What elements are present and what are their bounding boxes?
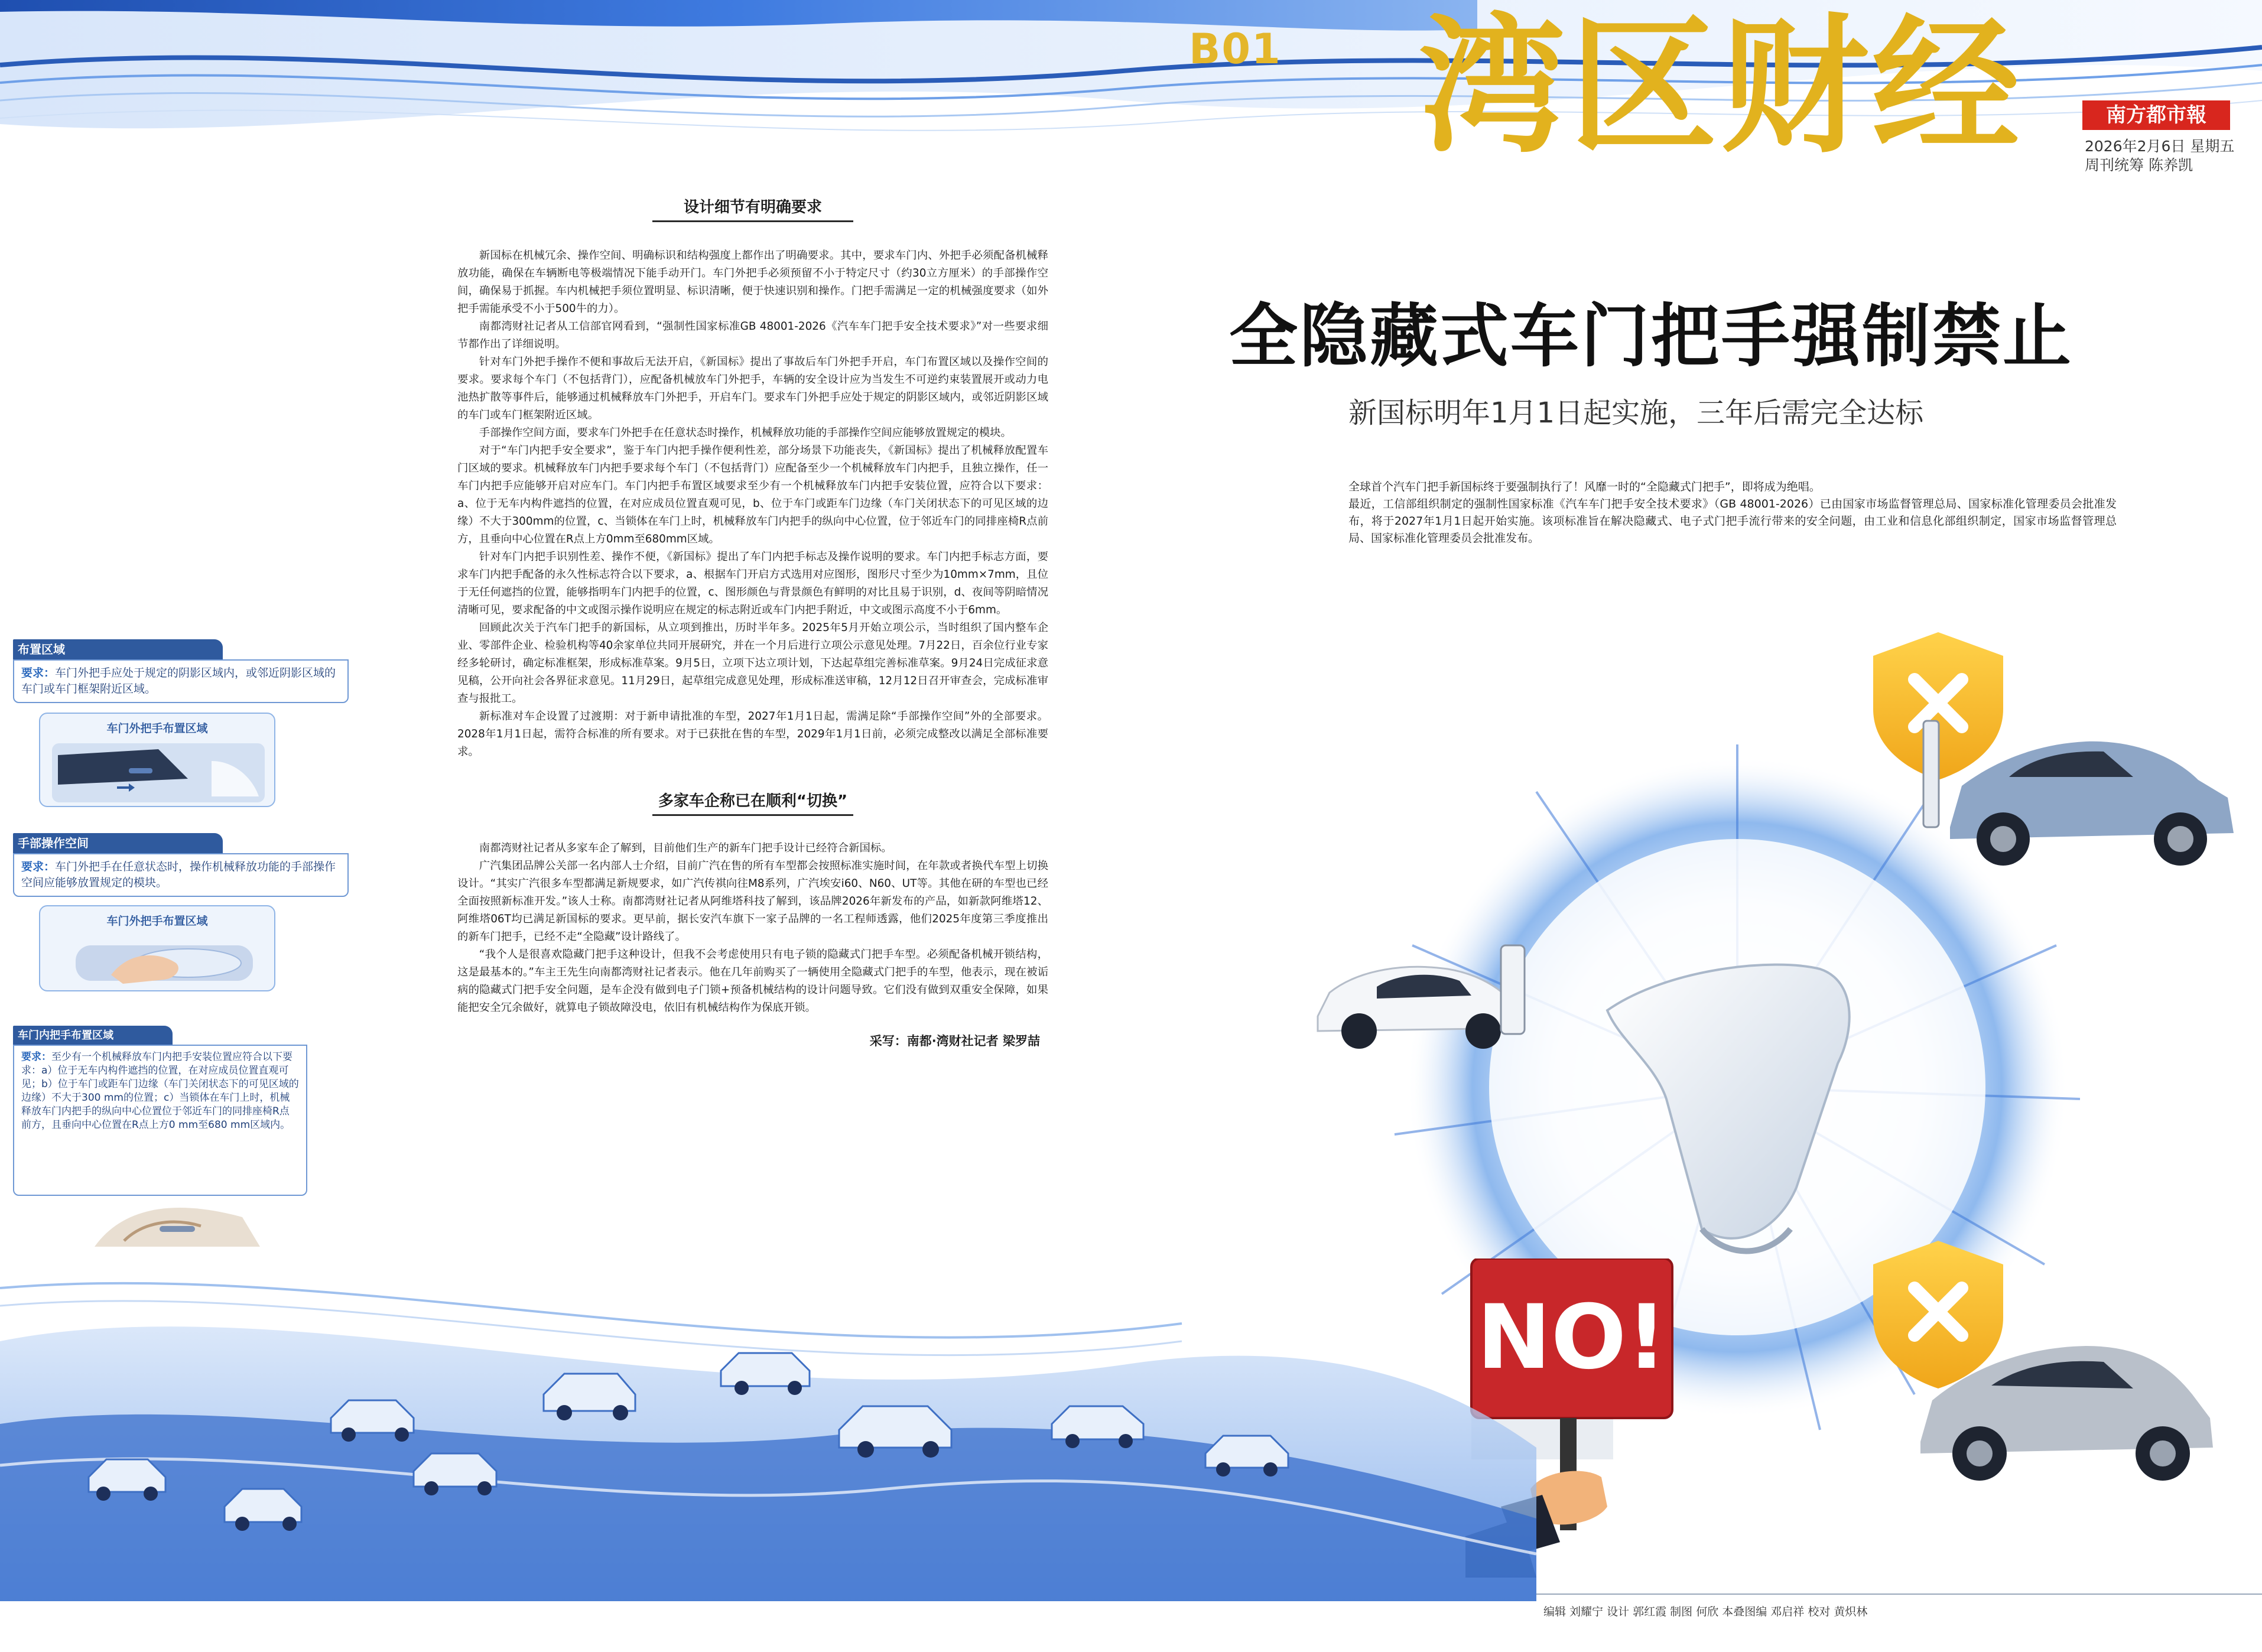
panel2-label: 车门外把手布置区域 <box>106 915 208 928</box>
sidebar-box2-title: 手部操作空间 <box>13 833 223 853</box>
sidebar-box2-label: 要求： <box>21 860 56 873</box>
page-headline: 全隐藏式车门把手强制禁止 <box>1229 297 2073 376</box>
footer-wave-banner <box>0 1270 2262 1652</box>
lead-paragraph: 最近，工信部组织制定的强制性国家标准《汽车车门把手安全技术要求》（GB 48001-2026）已由国家市场监督管理总局、国家标准化管理委员会批准发布，将于2027年1月1日起开始实施。该项标准旨在解决隐藏式、电子式门把手流行带来的安全问题，由工业和信息化部组织制定，国家市场监督管理总局、国家标准化管理委员会批准发布。 <box>1348 497 2117 545</box>
charging-post-2 <box>1501 945 1525 1034</box>
lead-text <box>1348 479 2117 547</box>
article-paragraph: 对于“车门内把手安全要求”，鉴于车门内把手操作便利性差，部分场景下功能丧失，《新国标》提出了机械释放配置车门区域的要求。机械释放车门内把手要求每个车门（不包括背门）应配备至少一个机械释放车门内把手，且独立操作，任一车门内把手应能够开启对应车门。车门内把手布置区域要求至少有一个机械释放车门内把手安装位置，应符合以下要求：a、位于无车内构件遮挡的位置，在对应成员位置直观可见，b、位于车门或距车门边缘（车门关闭状态下的可见区域的边缘）不大于300mm的位置，c、当锁体在车门上时，机械释放车门内把手的纵向中心位置，位于邻近车门的同排座椅R点前方，且垂向中心位置在R点上方0mm至680mm区域。 <box>457 444 1048 545</box>
no-sign-text: NO! <box>1477 1286 1667 1389</box>
hand-grip-illustration <box>40 928 275 991</box>
inner-handle-illustration <box>89 1194 266 1253</box>
article-paragraph: 广汽集团品牌公关部一名内部人士介绍，目前广汽在售的所有车型都会按照标准实施时间，在年款或者换代车型上切换设计。“其实广汽很多车型都满足新规要求，如广汽传祺向往M8系列，广汽埃安i60、N60、UT等。其他在研的车型也已经全面按照新标准开发。”该人士称。南都湾财社记者从阿维塔科技了解到，该品牌2026年新发布的产品，如新款阿维塔12、阿维塔06T均已满足新国标的要求。更早前，据长安汽车旗下一家子品牌的一名工程师透露，他们2025年度第三季度推出的新车门把手，已经不走“全隐藏”设计路线了。 <box>457 860 1048 943</box>
article-paragraph: 新国标在机械冗余、操作空间、明确标识和结构强度上都作出了明确要求。其中，要求车门内、外把手必须配备机械释放功能，确保在车辆断电等极端情况下能手动开门。车门外把手必须预留不小于特定尺寸（约30立方厘米）的手部操作空间，确保易于抓握。车内机械把手须位置明显、标识清晰，便于快速识别和操作。门把手需满足一定的机械强度要求（如外把手需能承受不小于500牛的力）。 <box>457 249 1048 315</box>
sidebar-box3-text <box>13 1045 307 1196</box>
article-paragraph: “我个人是很喜欢隐藏门把手这种设计，但我不会考虑使用只有电子锁的隐藏式门把手车型。必须配备机械开锁结构，这是最基本的。”车主王先生向南都湾财社记者表示。他在几年前购买了一辆使用全隐藏式门把手的车型，他表示，现在被诟病的隐藏式门把手安全问题，是车企没有做到电子门锁+预备机械结构的设计问题导致。它们没有做到双重安全保障，如果能把安全冗余做好，就算电子锁故障没电，依旧有机械结构作为保底开锁。 <box>457 948 1048 1014</box>
car-door-illustration <box>40 737 275 807</box>
issue-date: 2026年2月6日 星期五 <box>2085 138 2235 155</box>
page-subheadline: 新国标明年1月1日起实施，三年后需完全达标 <box>1348 396 1924 430</box>
sidebar-box2-body: 车门外把手在任意状态时，操作机械释放功能的手部操作空间应能够放置规定的模块。 <box>21 860 336 889</box>
sidebar-box3-label: 要求： <box>21 1051 51 1063</box>
article-paragraph: 南都湾财社记者从多家车企了解到，目前他们生产的新车门把手设计已经符合新国标。 <box>479 842 892 854</box>
article-subhead-1: 设计细节有明确要求 <box>652 198 853 222</box>
article-paragraph: 针对车门内把手识别性差、操作不便，《新国标》提出了车门内把手标志及操作说明的要求。车门内把手标志方面，要求车门内把手配备的永久性标志符合以下要求，a、根据车门开启方式选用对应图形，图形尺寸至少为10mm×7mm，且位于无任何遮挡的位置，能够指明车门内把手的位置，c、图形颜色与背景颜色有鲜明的对比且易于识别，d、夜间等阴暗情况清晰可见，要求配备的中文或图示操作说明应在规定的标志附近或车门内把手附近，中文或图示高度不小于6mm。 <box>457 551 1048 616</box>
lead-paragraph: 全球首个汽车门把手新国标终于要强制执行了！风靡一时的“全隐藏式门把手”，即将成为绝唱。 <box>1348 480 1821 493</box>
sidebar-box2-text <box>13 853 349 897</box>
section-code: B01 <box>1189 25 1282 73</box>
sidebar-box1-body: 车门外把手应处于规定的阴影区域内，或邻近阴影区域的车门或车门框架附近区域。 <box>21 666 336 695</box>
sidebar-box3-body: 至少有一个机械释放车门内把手安装位置应符合以下要求：a）位于无车内构件遮挡的位置，在对应成员位置直观可见；b）位于车门或距车门边缘（车门关闭状态下的可见区域的边缘）不大于300 mm的位置；c）当锁体在车门上时，机械释放车门内把手的纵向中心位置位于邻近车门的同排座椅R点前方，且垂向中心位置在R点上方0 mm至680 mm区域内。 <box>21 1051 299 1131</box>
outer-handle-diagram <box>39 713 275 807</box>
charging-post-1 <box>1923 721 1939 827</box>
main-article <box>457 198 1048 1050</box>
footer-credits: 编辑 刘耀宁 设计 郭红霞 制图 何欣 本叠图编 邓启祥 校对 黄炽林 <box>1543 1605 1868 1618</box>
panel1-label: 车门外把手布置区域 <box>106 722 208 735</box>
article-paragraph: 南都湾财社记者从工信部官网看到，“强制性国家标准GB 48001-2026《汽车车门把手安全技术要求》”对一些要求细节都作出了详细说明。 <box>457 320 1048 350</box>
section-title: 湾区财经 <box>1418 1 2023 173</box>
article-paragraph: 针对车门外把手操作不便和事故后无法开启，《新国标》提出了事故后车门外把手开启，车门布置区域以及操作空间的要求。要求每个车门（不包括背门），应配备机械放车门外把手，车辆的安全设计应为当发生不可逆约束装置展开或动力电池热扩散等事件后，能够通过机械释放车门外把手，开启车门。要求车门外把手应处于规定的阴影区域内，或邻近阴影区域的车门或车门框架附近区域。 <box>457 356 1048 421</box>
article-paragraph: 新标准对车企设置了过渡期：对于新申请批准的车型，2027年1月1日起，需满足除“手部操作空间”外的全部要求。2028年1月1日起，需符合标准的所有要求。对于已获批在售的车型，2029年1月1日前，必须完成整改以满足全部标准要求。 <box>457 710 1048 758</box>
sidebar-box1-text <box>13 659 349 703</box>
article-paragraph: 回顾此次关于汽车门把手的新国标，从立项到推出，历时半年多。2025年5月开始立项公示，当时组织了国内整车企业、零部件企业、检验机构等40余家单位共同开展研究，并在一个月后进行立项公示意见处理。7月22日，百余位行业专家经多轮研讨，确定标准框架，形成标准草案。9月5日，立项下达立项计划，下达起草组完善标准草案。9月24日完成征求意见稿，公开向社会各界征求意见。11月29日，起草组完成意见处理，形成标准送审稿，12月12日召开审查会，完成标准审查与报批工。 <box>457 622 1048 705</box>
suv-car-1 <box>1950 742 2234 866</box>
article-subhead-2: 多家车企称已在顺利“切换” <box>652 792 853 816</box>
sidebar-box1-label: 要求： <box>21 666 56 679</box>
article-paragraph: 手部操作空间方面，要求车门外把手在任意状态时操作，机械释放功能的手部操作空间应能够放置规定的模块。 <box>479 427 1012 439</box>
article-section-2 <box>457 840 1048 1017</box>
article-byline: 采写：南都·湾财社记者 梁罗喆 <box>869 1034 1040 1048</box>
masthead-logo: 南方都市報 <box>2082 100 2230 130</box>
sidebar-box3-title: 车门内把手布置区域 <box>13 1026 173 1046</box>
weekly-editor: 周刊统筹 陈养凯 <box>2085 157 2193 174</box>
hand-space-diagram <box>39 905 275 991</box>
article-section-1 <box>457 247 1048 761</box>
sidebar-box1-title: 布置区域 <box>13 639 223 659</box>
